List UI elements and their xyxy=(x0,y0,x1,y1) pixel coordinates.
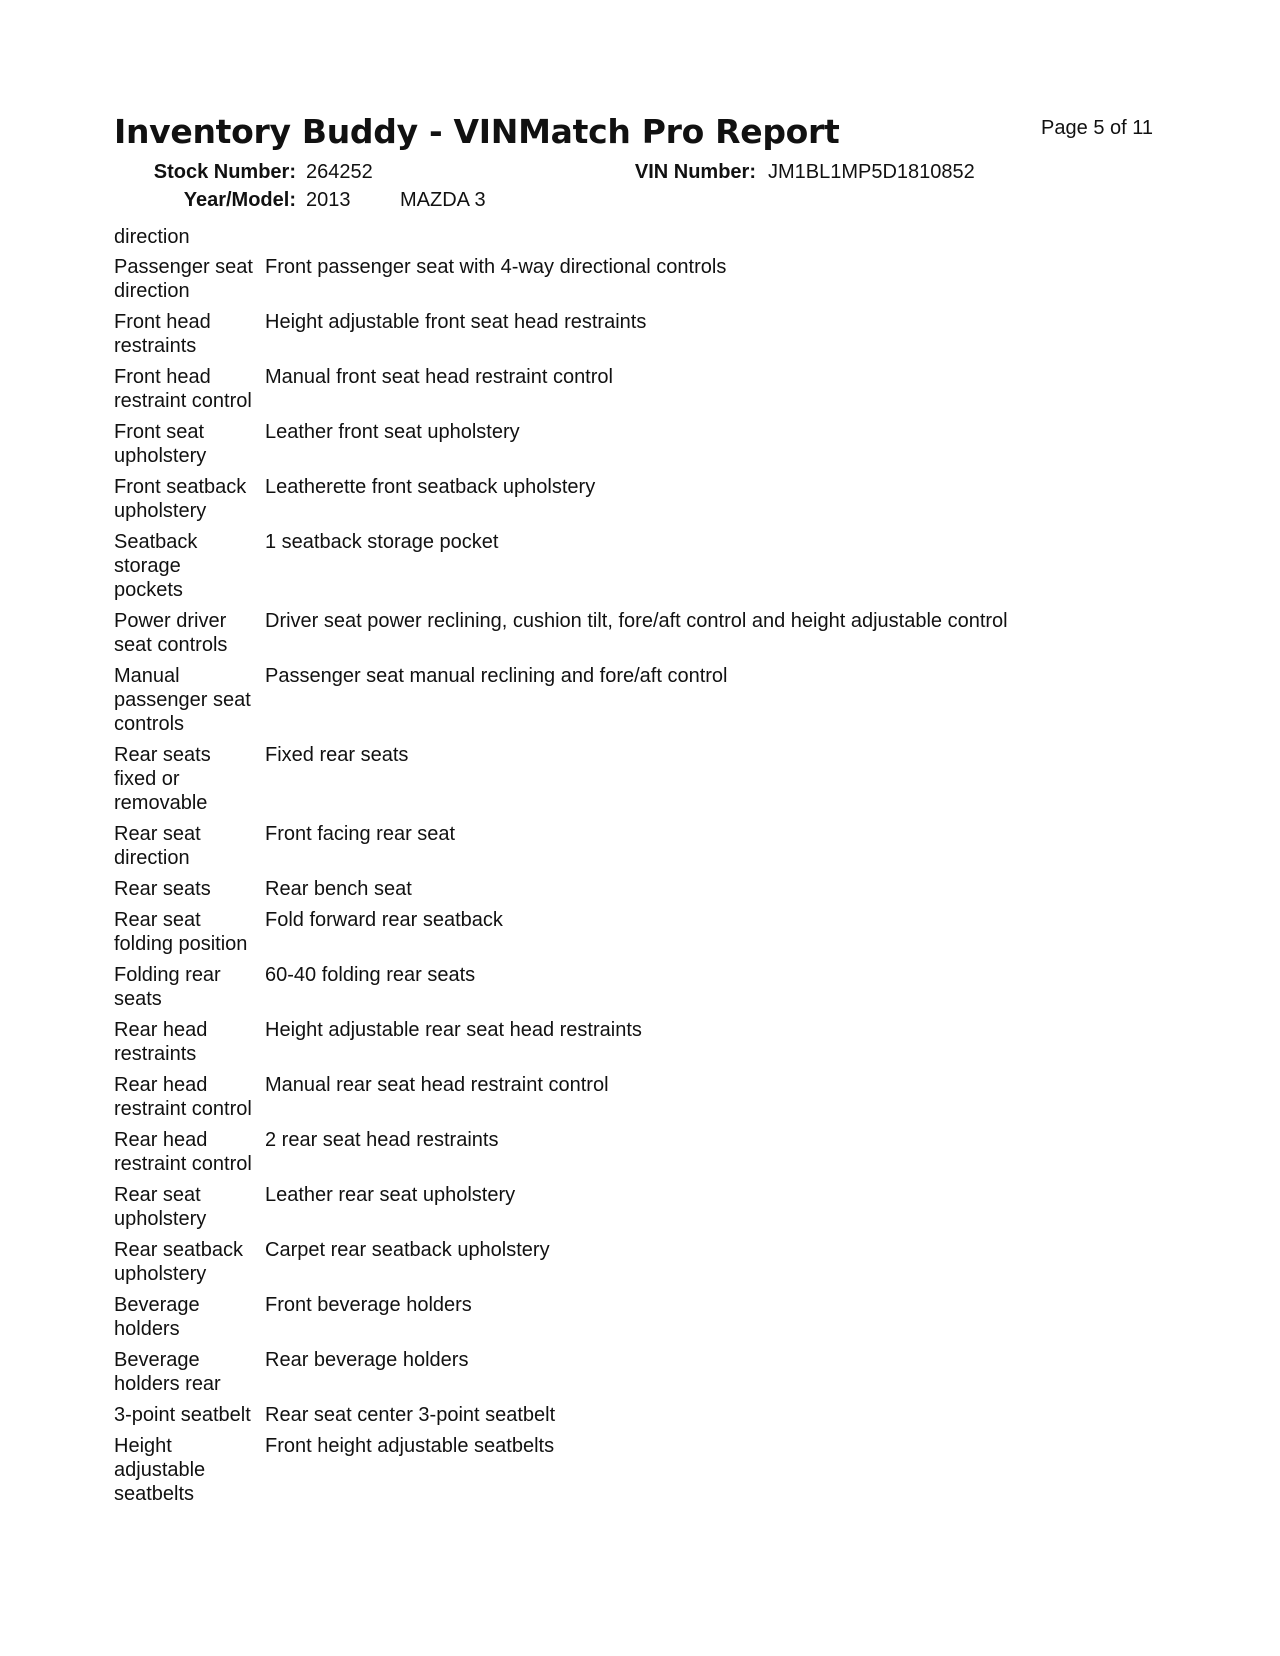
feature-label-line: Rear seatback xyxy=(114,1239,243,1261)
feature-value: Height adjustable front seat head restraints xyxy=(265,311,647,333)
feature-value: Passenger seat manual reclining and fore/aft control xyxy=(265,665,728,687)
feature-value: Front beverage holders xyxy=(265,1294,472,1316)
feature-label xyxy=(114,1434,265,1506)
feature-row xyxy=(114,743,1114,815)
feature-label-line: Passenger seat xyxy=(114,256,253,278)
feature-label xyxy=(114,1403,265,1427)
feature-row xyxy=(114,1348,1114,1396)
feature-value: 2 rear seat head restraints xyxy=(265,1129,499,1151)
feature-label-line: Power driver xyxy=(114,610,227,632)
feature-label-line: adjustable xyxy=(114,1459,206,1481)
feature-value: 60-40 folding rear seats xyxy=(265,964,476,986)
feature-label xyxy=(114,310,265,358)
feature-value: Leather rear seat upholstery xyxy=(265,1184,516,1206)
feature-label xyxy=(114,664,265,736)
feature-label-line: folding position xyxy=(114,933,248,955)
feature-value: Front passenger seat with 4-way directional controls xyxy=(265,256,727,278)
feature-row xyxy=(114,1018,1114,1066)
feature-label-line: seat controls xyxy=(114,634,228,656)
feature-row xyxy=(114,822,1114,870)
feature-label-line: restraints xyxy=(114,1043,197,1065)
feature-label-line: upholstery xyxy=(114,445,207,467)
feature-label xyxy=(114,1293,265,1341)
feature-label xyxy=(114,877,265,901)
feature-label-line: direction xyxy=(114,847,190,869)
features-list xyxy=(114,225,1114,1513)
feature-value: Manual rear seat head restraint control xyxy=(265,1074,609,1096)
feature-row xyxy=(114,365,1114,413)
feature-value: Fixed rear seats xyxy=(265,744,409,766)
feature-label-line: storage xyxy=(114,555,181,577)
feature-row xyxy=(114,475,1114,523)
feature-label xyxy=(114,475,265,523)
report-title: Inventory Buddy - VINMatch Pro Report xyxy=(114,112,840,151)
feature-label-line: passenger seat xyxy=(114,689,251,711)
feature-label-line: seatbelts xyxy=(114,1483,195,1505)
feature-label-line: Front seat xyxy=(114,421,205,443)
feature-label-line: Rear seats xyxy=(114,878,211,900)
feature-label-line: upholstery xyxy=(114,1263,207,1285)
feature-label-line: restraints xyxy=(114,335,197,357)
feature-label xyxy=(114,1183,265,1231)
feature-value: Fold forward rear seatback xyxy=(265,909,503,931)
feature-label xyxy=(114,1128,265,1176)
feature-label-line: pockets xyxy=(114,579,183,601)
feature-label xyxy=(114,1018,265,1066)
stock-number-label: Stock Number: xyxy=(153,161,296,183)
feature-value: Rear beverage holders xyxy=(265,1349,469,1371)
feature-value: Rear bench seat xyxy=(265,878,412,900)
feature-label xyxy=(114,1073,265,1121)
feature-label xyxy=(114,963,265,1011)
feature-row xyxy=(114,664,1114,736)
feature-label-line: Rear head xyxy=(114,1019,208,1041)
feature-label-line: Front head xyxy=(114,311,211,333)
feature-value: Rear seat center 3-point seatbelt xyxy=(265,1404,556,1426)
feature-row xyxy=(114,609,1114,657)
feature-value: Leatherette front seatback upholstery xyxy=(265,476,596,498)
feature-label-line: 3-point seatbelt xyxy=(114,1404,251,1426)
feature-label-line: controls xyxy=(114,713,185,735)
feature-label xyxy=(114,530,265,602)
feature-label-line: seats xyxy=(114,988,162,1010)
feature-row xyxy=(114,255,1114,303)
feature-label xyxy=(114,743,265,815)
feature-label-line: Beverage xyxy=(114,1349,200,1371)
feature-label-line: Rear seat xyxy=(114,909,201,931)
feature-label-line: fixed or xyxy=(114,768,180,790)
feature-label-line: Height xyxy=(114,1435,172,1457)
feature-label-line: upholstery xyxy=(114,1208,207,1230)
feature-row xyxy=(114,1238,1114,1286)
feature-row xyxy=(114,1073,1114,1121)
feature-label-line: Rear head xyxy=(114,1074,208,1096)
year-model-label: Year/Model: xyxy=(183,189,296,211)
feature-label-line: Rear head xyxy=(114,1129,208,1151)
feature-label-line: restraint control xyxy=(114,1153,252,1175)
feature-label-line: Seatback xyxy=(114,531,198,553)
feature-label xyxy=(114,609,265,657)
feature-label xyxy=(114,365,265,413)
feature-label-line: upholstery xyxy=(114,500,207,522)
feature-label xyxy=(114,1238,265,1286)
feature-row xyxy=(114,1403,1114,1427)
feature-row xyxy=(114,1183,1114,1231)
year-value: 2013 xyxy=(306,189,351,211)
feature-value: Driver seat power reclining, cushion tilt, fore/aft control and height adjustable control xyxy=(265,610,1008,632)
feature-row xyxy=(114,1293,1114,1341)
feature-value: Carpet rear seatback upholstery xyxy=(265,1239,550,1261)
feature-label-line: Rear seat xyxy=(114,823,201,845)
feature-label xyxy=(114,255,265,303)
continued-label-fragment: direction xyxy=(114,226,190,248)
feature-row xyxy=(114,963,1114,1011)
feature-value: Leather front seat upholstery xyxy=(265,421,520,443)
feature-row xyxy=(114,1434,1114,1506)
feature-value: Front height adjustable seatbelts xyxy=(265,1435,555,1457)
feature-label xyxy=(114,822,265,870)
feature-value: Manual front seat head restraint control xyxy=(265,366,613,388)
feature-value: Height adjustable rear seat head restraints xyxy=(265,1019,642,1041)
feature-value: 1 seatback storage pocket xyxy=(265,531,499,553)
feature-label-line: holders xyxy=(114,1318,180,1340)
feature-row xyxy=(114,1128,1114,1176)
model-value: MAZDA 3 xyxy=(400,189,486,211)
feature-label-line: Beverage xyxy=(114,1294,200,1316)
feature-label-line: Rear seat xyxy=(114,1184,201,1206)
feature-label xyxy=(114,908,265,956)
feature-label-line: removable xyxy=(114,792,208,814)
feature-row xyxy=(114,877,1114,901)
feature-row xyxy=(114,530,1114,602)
vin-number-value: JM1BL1MP5D1810852 xyxy=(768,161,975,183)
feature-row xyxy=(114,420,1114,468)
feature-label-line: Front seatback xyxy=(114,476,247,498)
feature-label-line: Folding rear xyxy=(114,964,221,986)
vin-number-label: VIN Number: xyxy=(634,161,756,183)
feature-label xyxy=(114,420,265,468)
page-number: Page 5 of 11 xyxy=(1041,117,1153,139)
feature-label-line: Front head xyxy=(114,366,211,388)
feature-label-line: direction xyxy=(114,280,190,302)
feature-label-line: restraint control xyxy=(114,1098,252,1120)
feature-label-line: restraint control xyxy=(114,390,252,412)
feature-row xyxy=(114,310,1114,358)
feature-label-line: holders rear xyxy=(114,1373,221,1395)
feature-label-line: Manual xyxy=(114,665,180,687)
feature-label-line: Rear seats xyxy=(114,744,211,766)
feature-row xyxy=(114,908,1114,956)
feature-value: Front facing rear seat xyxy=(265,823,456,845)
stock-number-value: 264252 xyxy=(306,161,373,183)
feature-label xyxy=(114,1348,265,1396)
